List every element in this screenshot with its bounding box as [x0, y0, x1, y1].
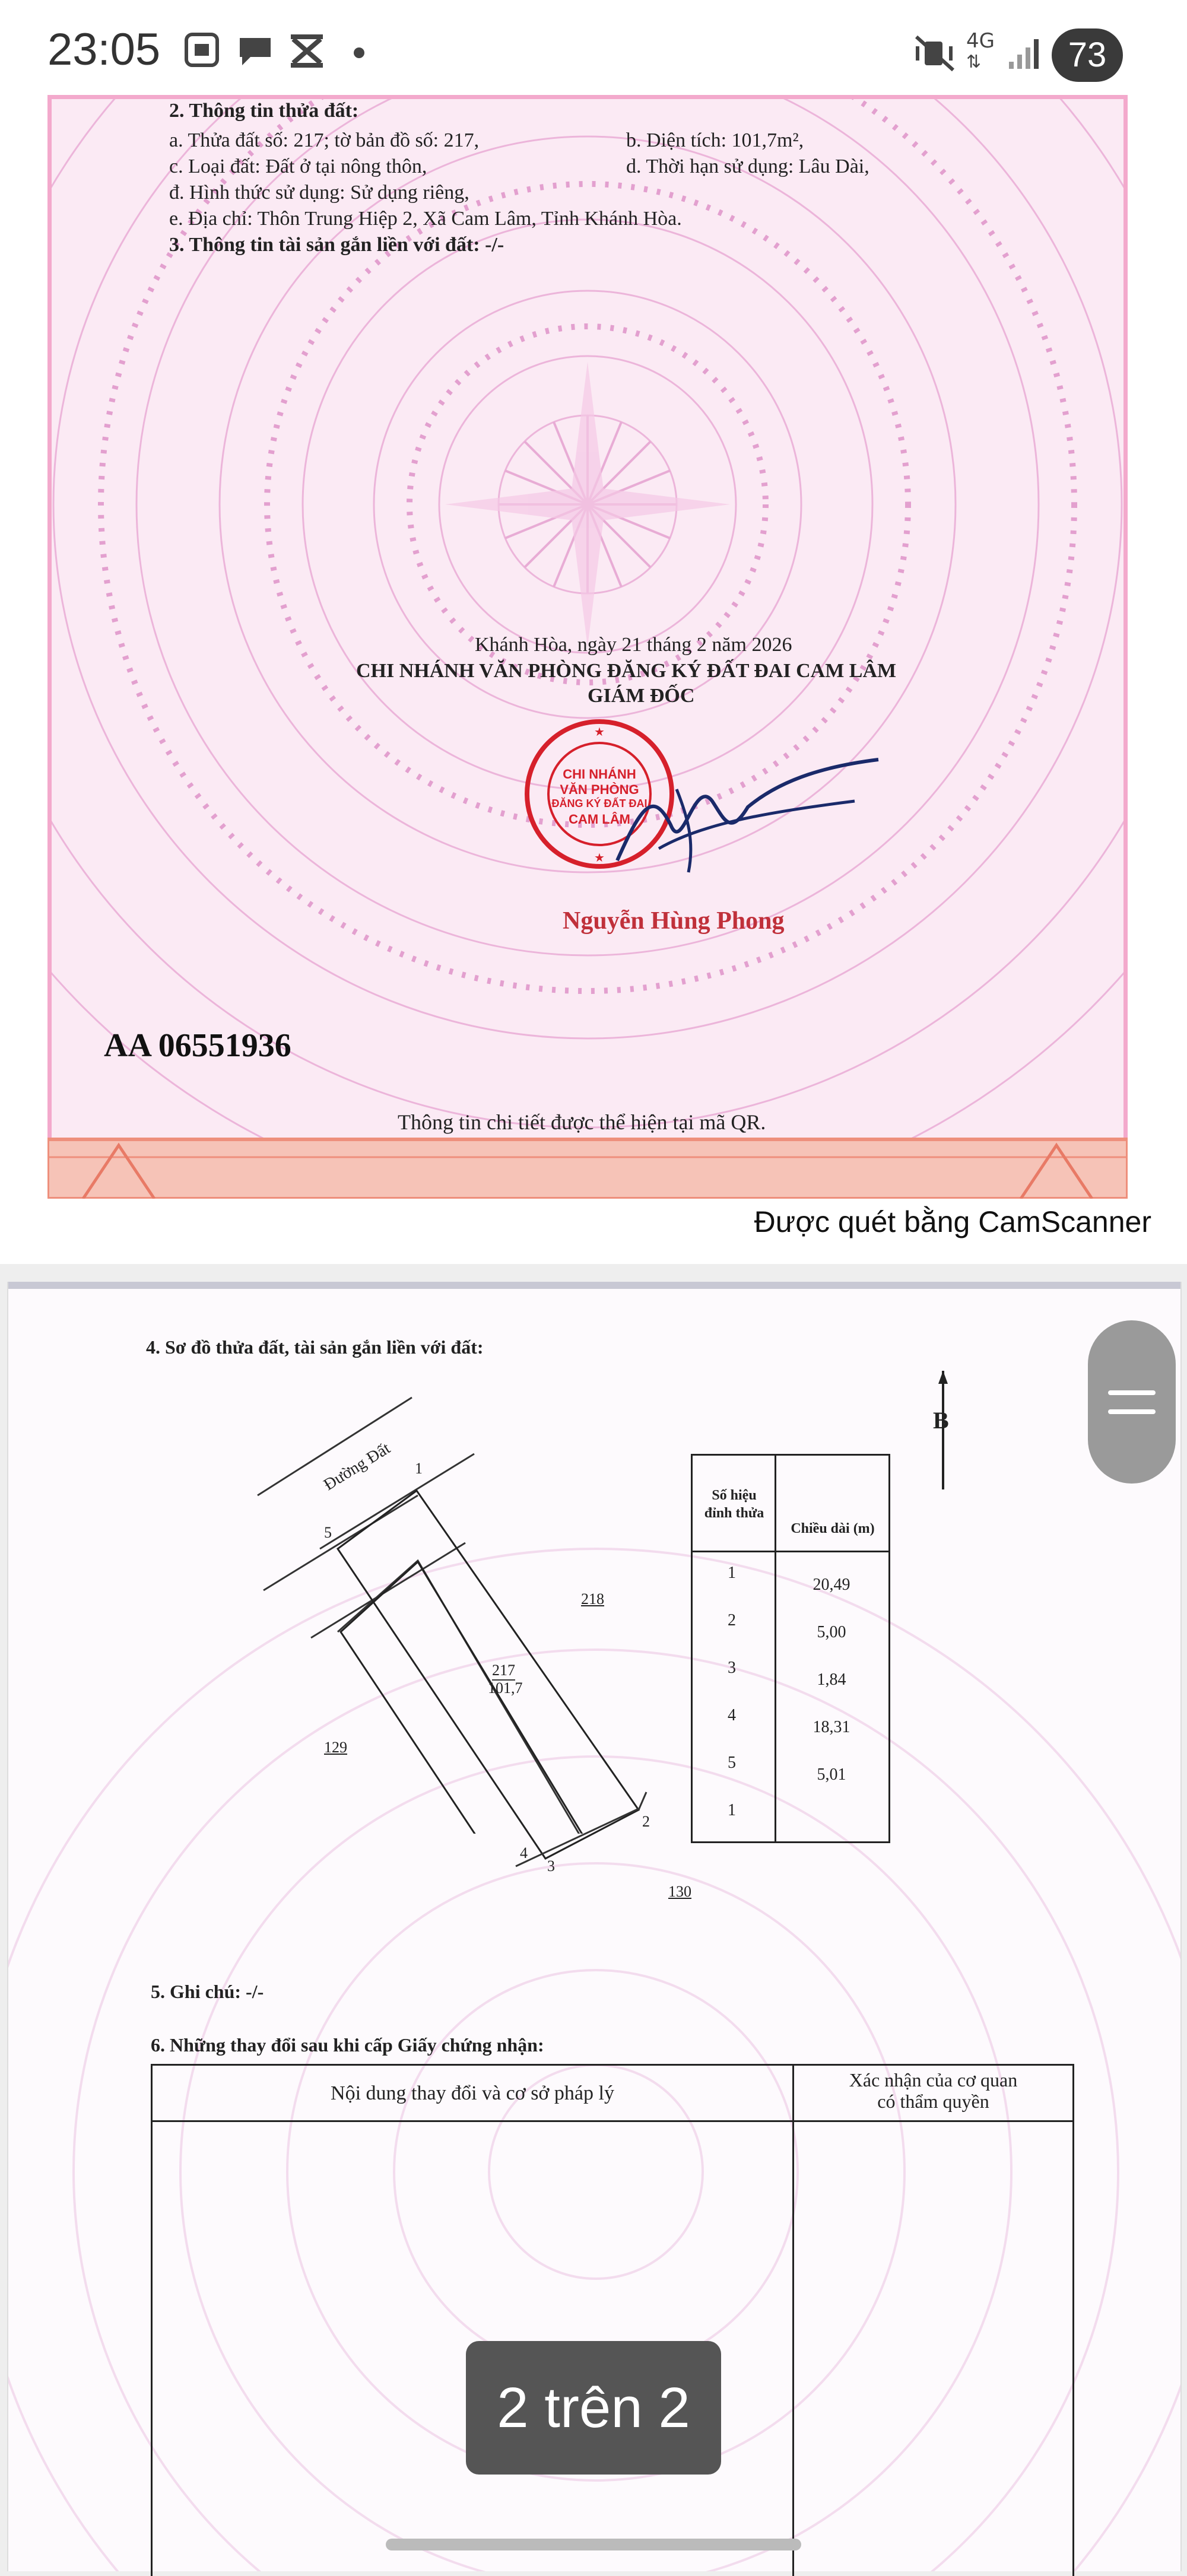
- vertex-label-4: 4: [520, 1844, 528, 1862]
- land-type-line: c. Loại đất: Đất ở tại nông thôn,: [169, 155, 427, 177]
- table-cell-vertex: 5: [728, 1754, 736, 1772]
- table-cell-vertex: 1: [728, 1801, 736, 1819]
- section-4-title: 4. Sơ đồ thửa đất, tài sản gắn liền với đất:: [146, 1336, 484, 1358]
- signature-scribble: [605, 754, 890, 884]
- table-cell-length: 18,31: [813, 1718, 850, 1736]
- dot-icon: [354, 47, 364, 58]
- stamp-line-2: VĂN PHÒNG: [560, 782, 639, 797]
- missed-call-icon: [286, 31, 328, 71]
- usage-form-line: đ. Hình thức sử dụng: Sử dụng riêng,: [169, 182, 469, 204]
- qr-note: Thông tin chi tiết được thể hiện tại mã QR.: [398, 1110, 766, 1134]
- table-cell-length: 20,49: [813, 1576, 850, 1594]
- table-cell-vertex: 4: [728, 1706, 736, 1724]
- table-cell-vertex: 2: [728, 1611, 736, 1630]
- stamp-line-1: CHI NHÁNH: [563, 767, 636, 782]
- svg-text:★: ★: [594, 726, 605, 739]
- table-header-length: Chiều dài (m): [791, 1521, 875, 1536]
- vertex-label-1: 1: [415, 1460, 423, 1477]
- changes-table: [151, 2064, 1074, 2576]
- neighbor-parcel-218: 218: [581, 1590, 604, 1608]
- clock: 23:05: [47, 24, 161, 75]
- table-cell-length: 5,00: [817, 1623, 846, 1641]
- screenshot-icon: [183, 31, 221, 69]
- changes-header-confirm-1: Xác nhận của cơ quan: [849, 2069, 1018, 2091]
- table-cell-length: 1,84: [817, 1670, 846, 1689]
- address-line: e. Địa chỉ: Thôn Trung Hiệp 2, Xã Cam Lâm, Tỉnh Khánh Hòa.: [169, 208, 682, 230]
- place-date: Khánh Hòa, ngày 21 tháng 2 năm 2026: [475, 634, 792, 656]
- area-line: b. Diện tích: 101,7m²,: [626, 129, 804, 151]
- signal-4g-icon: 4G ⇅: [966, 29, 995, 72]
- neighbor-parcel-129: 129: [324, 1739, 347, 1756]
- neighbor-parcel-130: 130: [668, 1883, 691, 1900]
- signer-position: GIÁM ĐỐC: [588, 685, 695, 707]
- signer-name: Nguyễn Hùng Phong: [563, 907, 785, 935]
- changes-header-content: Nội dung thay đổi và cơ sở pháp lý: [331, 2082, 614, 2104]
- section-5-notes: 5. Ghi chú: -/-: [151, 1981, 264, 2002]
- section-3-title: 3. Thông tin tài sản gắn liền với đất: -/-: [169, 234, 504, 256]
- table-header-vertex: Số hiệu đỉnh thửa: [704, 1488, 764, 1521]
- svg-text:★: ★: [594, 852, 605, 865]
- section-2-title: 2. Thông tin thửa đất:: [169, 100, 359, 122]
- vertex-label-3: 3: [547, 1857, 555, 1875]
- fast-scroll-handle[interactable]: [1088, 1320, 1176, 1484]
- table-cell-length: 5,01: [817, 1765, 846, 1784]
- parcel-number: 217: [492, 1662, 515, 1681]
- parcel-number-line: a. Thửa đất số: 217; tờ bản đồ số: 217,: [169, 129, 480, 151]
- north-label: B: [933, 1407, 949, 1434]
- stamp-line-4: CAM LÂM: [569, 812, 630, 827]
- handle-grip-icon: [1108, 1386, 1156, 1419]
- camscanner-watermark: Được quét bằng CamScanner: [754, 1205, 1151, 1238]
- changes-header-confirm-2: có thẩm quyền: [877, 2091, 989, 2112]
- certificate-background: [47, 95, 1128, 1199]
- issuing-office: CHI NHÁNH VĂN PHÒNG ĐĂNG KÝ ĐẤT ĐAI CAM LÂM: [356, 660, 897, 682]
- stamp-line-3: ĐĂNG KÝ ĐẤT ĐAI: [551, 798, 648, 809]
- term-line: d. Thời hạn sử dụng: Lâu Dài,: [626, 155, 869, 177]
- page-indicator: 2 trên 2: [466, 2341, 721, 2475]
- certificate-serial: AA 06551936: [104, 1027, 291, 1064]
- vertex-label-5: 5: [324, 1524, 332, 1541]
- parcel-area: 101,7: [488, 1679, 523, 1697]
- section-6-title: 6. Những thay đổi sau khi cấp Giấy chứng nhận:: [151, 2034, 544, 2056]
- signal-bars-icon: [1007, 36, 1042, 71]
- status-bar: [0, 0, 1187, 107]
- chat-bubble-icon: [236, 33, 274, 69]
- road-label: Đường Đất: [320, 1439, 394, 1495]
- document-page-1: [0, 92, 1187, 1264]
- vertex-label-2: 2: [642, 1813, 650, 1830]
- home-indicator[interactable]: [386, 2539, 801, 2550]
- dimension-table-rows: [691, 1552, 890, 1837]
- table-cell-vertex: 1: [728, 1564, 736, 1582]
- mute-vibrate-icon: [914, 34, 956, 72]
- battery-indicator: 73: [1052, 28, 1123, 82]
- table-cell-vertex: 3: [728, 1659, 736, 1677]
